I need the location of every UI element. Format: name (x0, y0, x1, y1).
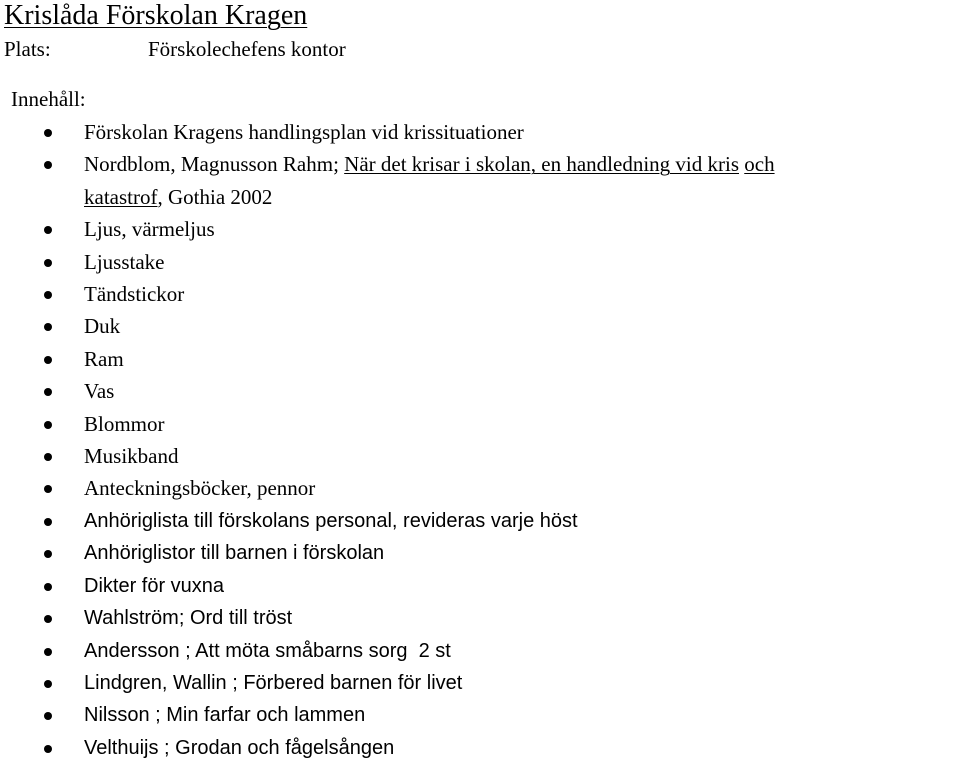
book-title-underlined: När det krisar i skolan, en handledning vid kris (344, 152, 739, 177)
page-title: Krislåda Förskolan Kragen (4, 0, 308, 31)
list-item-text: Ram (84, 346, 124, 371)
bullet-icon (44, 518, 52, 526)
place-row (4, 36, 346, 62)
list-item-text: Lindgren, Wallin ; Förbered barnen för livet (84, 671, 463, 694)
list-item-text: Anteckningsböcker, pennor (84, 476, 316, 501)
list-item-text: Tändstickor (84, 282, 185, 307)
bullet-icon (44, 161, 52, 169)
list-item (0, 375, 960, 407)
list-item (0, 148, 960, 180)
list-item (0, 440, 960, 472)
list-item-text: Blommor (84, 411, 165, 436)
bullet-icon (44, 745, 52, 753)
bullet-icon (44, 226, 52, 234)
book-title-underlined: och (744, 152, 775, 177)
list-item (0, 602, 960, 634)
list-item-text: , Gothia 2002 (157, 184, 273, 209)
bullet-icon (44, 453, 52, 461)
list-item (0, 570, 960, 602)
bullet-icon (44, 421, 52, 429)
bullet-icon (44, 388, 52, 396)
list-item (0, 408, 960, 440)
book-title-underlined: katastrof (84, 184, 158, 209)
list-item (0, 310, 960, 342)
list-item-continuation (0, 181, 960, 213)
list-item (0, 278, 960, 310)
bullet-icon (44, 485, 52, 493)
list-item-text: Andersson ; Att möta småbarns sorg 2 st (84, 639, 451, 662)
bullet-icon (44, 550, 52, 558)
list-item (0, 699, 960, 731)
list-item-text: Musikband (84, 444, 179, 469)
list-item-text: Duk (84, 314, 121, 339)
list-item (0, 667, 960, 699)
bullet-icon (44, 648, 52, 656)
list-item (0, 537, 960, 569)
place-value: Förskolechefens kontor (148, 37, 346, 61)
contents-list (0, 116, 960, 764)
bullet-icon (44, 712, 52, 720)
contents-label: Innehåll: (11, 87, 86, 111)
list-item (0, 116, 960, 148)
bullet-icon (44, 129, 52, 137)
list-item-text: Nilsson ; Min farfar och lammen (84, 704, 366, 727)
list-item-text: Ljus, värmeljus (84, 217, 215, 242)
bullet-icon (44, 323, 52, 331)
bullet-icon (44, 583, 52, 591)
list-item (0, 635, 960, 667)
list-item-text: Vas (84, 379, 115, 404)
list-item-text: Anhöriglistor till barnen i förskolan (84, 542, 385, 565)
list-item-text: Ljusstake (84, 249, 165, 274)
list-item-text: Anhöriglista till förskolans personal, revideras varje höst (84, 509, 578, 532)
list-item (0, 732, 960, 764)
list-item-text: Nordblom, Magnusson Rahm; (84, 152, 345, 177)
list-item (0, 213, 960, 245)
list-item (0, 246, 960, 278)
bullet-icon (44, 615, 52, 623)
list-item (0, 472, 960, 504)
list-item-text: Förskolan Kragens handlingsplan vid krissituationer (84, 120, 524, 144)
list-item-text: Wahlström; Ord till tröst (84, 607, 293, 630)
list-item-text: Velthuijs ; Grodan och fågelsången (84, 736, 395, 759)
place-label: Plats: (4, 37, 51, 61)
list-item (0, 343, 960, 375)
list-item (0, 505, 960, 537)
bullet-icon (44, 356, 52, 364)
bullet-icon (44, 259, 52, 267)
list-item-text: Dikter för vuxna (84, 574, 225, 597)
bullet-icon (44, 680, 52, 688)
bullet-icon (44, 291, 52, 299)
